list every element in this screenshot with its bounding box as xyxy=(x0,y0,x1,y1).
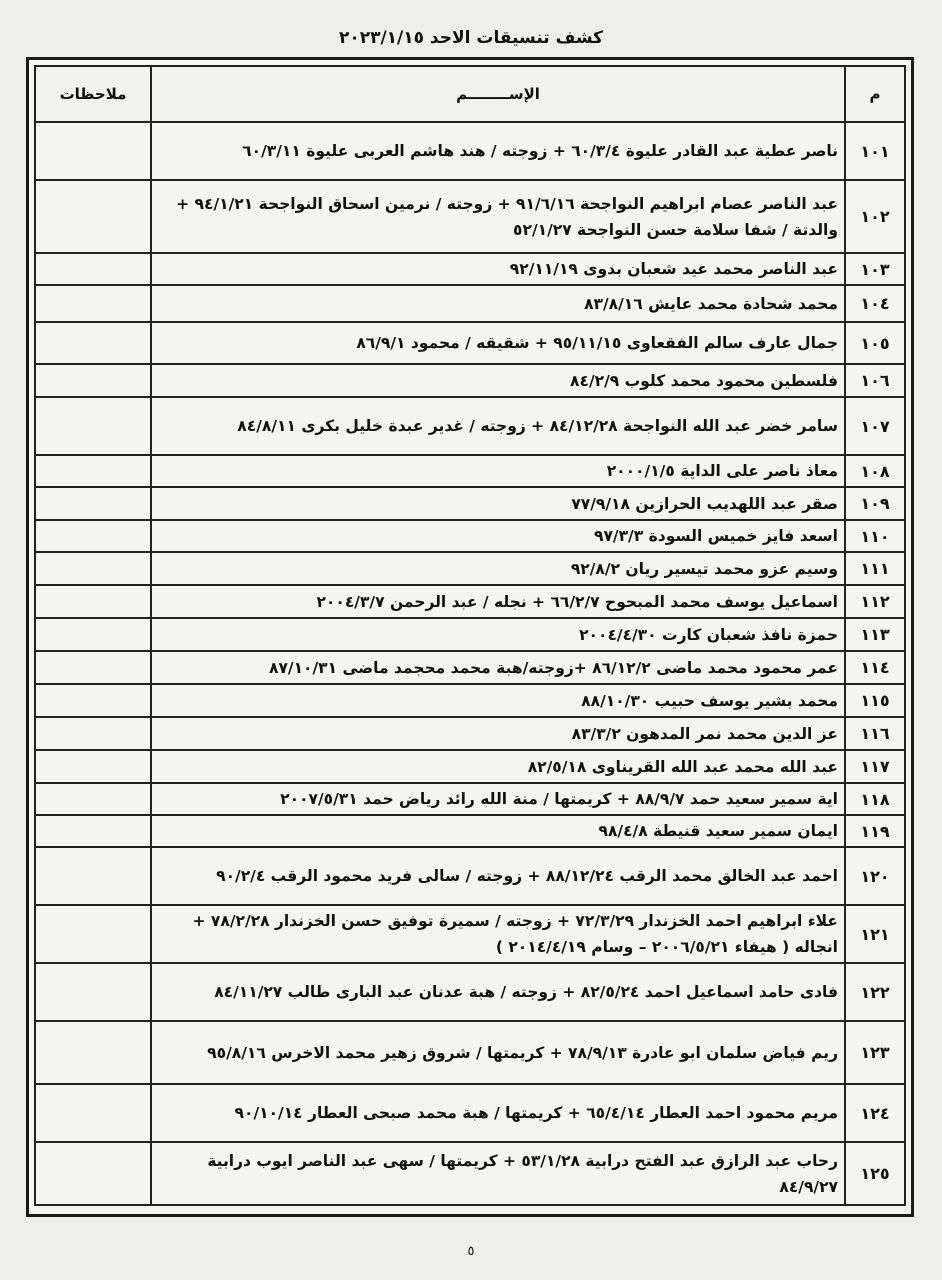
row-notes-cell xyxy=(35,180,151,253)
row-notes-cell xyxy=(35,905,151,963)
table-row xyxy=(35,585,905,618)
row-number: ١٠٣ xyxy=(845,253,905,285)
row-number: ١٠٩ xyxy=(845,487,905,520)
row-notes-cell xyxy=(35,397,151,455)
page-number: ٥ xyxy=(467,1244,475,1259)
row-notes-cell xyxy=(35,455,151,487)
table-row xyxy=(35,847,905,905)
header-number: م xyxy=(845,66,905,122)
row-notes-cell xyxy=(35,364,151,397)
row-name-entry: عبد الناصر محمد عيد شعبان بدوى ٩٢/١١/١٩ xyxy=(151,253,845,285)
row-notes-cell xyxy=(35,552,151,585)
row-name-entry: ناصر عطية عبد القادر عليوة ٦٠/٣/٤ + زوجته / هند هاشم العربى عليوة ٦٠/٣/١١ xyxy=(151,122,845,180)
row-notes-cell xyxy=(35,651,151,684)
table-row xyxy=(35,364,905,397)
row-number: ١٠٥ xyxy=(845,322,905,364)
row-name-entry: علاء ابراهيم احمد الخزندار ٧٢/٣/٢٩ + زوجته / سميرة توفيق حسن الخزندار ٧٨/٢/٢٨ + انجاله ( هيفاء ٢٠٠٦/٥/٢١ – وسام ٢٠١٤/٤/١٩ ) xyxy=(151,905,845,963)
row-number: ١٢٣ xyxy=(845,1021,905,1084)
row-notes-cell xyxy=(35,1021,151,1084)
row-name-entry: اية سمير سعيد حمد ٨٨/٩/٧ + كريمتها / منة الله رائد رياض حمد ٢٠٠٧/٥/٣١ xyxy=(151,783,845,815)
row-notes-cell xyxy=(35,963,151,1021)
table-row xyxy=(35,963,905,1021)
table-row xyxy=(35,397,905,455)
row-notes-cell xyxy=(35,487,151,520)
table-row xyxy=(35,717,905,750)
row-notes-cell xyxy=(35,1084,151,1142)
row-number: ١٠٦ xyxy=(845,364,905,397)
row-number: ١١٠ xyxy=(845,520,905,552)
row-number: ١٢١ xyxy=(845,905,905,963)
row-number: ١٠٢ xyxy=(845,180,905,253)
row-number: ١١٢ xyxy=(845,585,905,618)
row-name-entry: جمال عارف سالم الفقعاوى ٩٥/١١/١٥ + شقيقه / محمود ٨٦/٩/١ xyxy=(151,322,845,364)
row-name-entry: محمد شحادة محمد عايش ٨٣/٨/١٦ xyxy=(151,285,845,322)
row-number: ١١٨ xyxy=(845,783,905,815)
row-notes-cell xyxy=(35,285,151,322)
table-row xyxy=(35,815,905,847)
row-name-entry: سامر خضر عبد الله النواجحة ٨٤/١٢/٢٨ + زوجته / غدير عبدة خليل بكرى ٨٤/٨/١١ xyxy=(151,397,845,455)
row-number: ١٠٤ xyxy=(845,285,905,322)
header-notes: ملاحظات xyxy=(35,66,151,122)
table-row xyxy=(35,750,905,783)
row-number: ١١٩ xyxy=(845,815,905,847)
row-name-entry: عبد الله محمد عبد الله القريناوى ٨٢/٥/١٨ xyxy=(151,750,845,783)
row-name-entry: رحاب عبد الرازق عبد الفتح درابية ٥٣/١/٢٨ + كريمتها / سهى عبد الناصر ايوب درابية ٨٤/٩/٢٧ xyxy=(151,1142,845,1205)
table-row xyxy=(35,905,905,963)
row-number: ١١٥ xyxy=(845,684,905,717)
row-number: ١٠٧ xyxy=(845,397,905,455)
row-notes-cell xyxy=(35,783,151,815)
row-notes-cell xyxy=(35,684,151,717)
row-name-entry: ايمان سمير سعيد قنيطة ٩٨/٤/٨ xyxy=(151,815,845,847)
table-row xyxy=(35,520,905,552)
table-row xyxy=(35,487,905,520)
table-row xyxy=(35,253,905,285)
row-number: ١٠٨ xyxy=(845,455,905,487)
table-frame xyxy=(26,57,914,1217)
row-notes-cell xyxy=(35,322,151,364)
row-name-entry: فلسطين محمود محمد كلوب ٨٤/٢/٩ xyxy=(151,364,845,397)
table-row xyxy=(35,783,905,815)
row-number: ١١٣ xyxy=(845,618,905,651)
row-number: ١١٦ xyxy=(845,717,905,750)
table-row xyxy=(35,552,905,585)
row-notes-cell xyxy=(35,750,151,783)
row-name-entry: فادى حامد اسماعيل احمد ٨٢/٥/٢٤ + زوجته / هبة عدنان عبد البارى طالب ٨٤/١١/٢٧ xyxy=(151,963,845,1021)
row-name-entry: حمزة نافذ شعبان كارت ٢٠٠٤/٤/٣٠ xyxy=(151,618,845,651)
row-notes-cell xyxy=(35,815,151,847)
row-notes-cell xyxy=(35,253,151,285)
row-notes-cell xyxy=(35,520,151,552)
row-name-entry: اسماعيل يوسف محمد المبحوح ٦٦/٢/٧ + نجله / عبد الرحمن ٢٠٠٤/٣/٧ xyxy=(151,585,845,618)
table-row xyxy=(35,1021,905,1084)
table-row xyxy=(35,618,905,651)
row-number: ١٠١ xyxy=(845,122,905,180)
row-number: ١١١ xyxy=(845,552,905,585)
row-notes-cell xyxy=(35,122,151,180)
row-name-entry: عمر محمود محمد ماضى ٨٦/١٢/٢ +زوجته/هبة محمد محجمد ماضى ٨٧/١٠/٣١ xyxy=(151,651,845,684)
document-title: كشف تنسيقات الاحد ٢٠٢٣/١/١٥ xyxy=(338,28,604,48)
table-row xyxy=(35,455,905,487)
row-number: ١٢٠ xyxy=(845,847,905,905)
row-name-entry: مريم محمود احمد العطار ٦٥/٤/١٤ + كريمتها / هبة محمد صبحى العطار ٩٠/١٠/١٤ xyxy=(151,1084,845,1142)
row-name-entry: اسعد فايز خميس السودة ٩٧/٣/٣ xyxy=(151,520,845,552)
row-notes-cell xyxy=(35,585,151,618)
row-name-entry: صقر عبد اللهديب الحرازين ٧٧/٩/١٨ xyxy=(151,487,845,520)
table-row xyxy=(35,1084,905,1142)
row-notes-cell xyxy=(35,618,151,651)
row-name-entry: وسيم عزو محمد تيسير ريان ٩٢/٨/٢ xyxy=(151,552,845,585)
row-name-entry: احمد عبد الخالق محمد الرقب ٨٨/١٢/٢٤ + زوجته / سالى فريد محمود الرقب ٩٠/٢/٤ xyxy=(151,847,845,905)
table-row xyxy=(35,285,905,322)
row-number: ١٢٢ xyxy=(845,963,905,1021)
row-name-entry: محمد بشير يوسف حبيب ٨٨/١٠/٣٠ xyxy=(151,684,845,717)
row-name-entry: ريم فياض سلمان ابو عادرة ٧٨/٩/١٣ + كريمتها / شروق زهير محمد الاخرس ٩٥/٨/١٦ xyxy=(151,1021,845,1084)
table-header-row xyxy=(35,66,905,122)
row-number: ١١٤ xyxy=(845,651,905,684)
row-name-entry: عز الدين محمد نمر المدهون ٨٣/٣/٢ xyxy=(151,717,845,750)
table-body xyxy=(35,122,905,1205)
row-notes-cell xyxy=(35,717,151,750)
row-notes-cell xyxy=(35,1142,151,1205)
header-name: الإســــــــم xyxy=(151,66,845,122)
row-notes-cell xyxy=(35,847,151,905)
table-row xyxy=(35,180,905,253)
row-number: ١٢٥ xyxy=(845,1142,905,1205)
row-name-entry: معاذ ناصر على الداية ٢٠٠٠/١/٥ xyxy=(151,455,845,487)
coordination-table xyxy=(34,65,906,1206)
table-row xyxy=(35,684,905,717)
row-number: ١١٧ xyxy=(845,750,905,783)
table-row xyxy=(35,122,905,180)
table-row xyxy=(35,1142,905,1205)
row-name-entry: عبد الناصر عصام ابراهيم النواجحة ٩١/٦/١٦ + زوجته / نرمين اسحاق النواجحة ٩٤/١/٢١ + والدتة / شفا سلامة حسن النواجحة ٥٢/١/٢٧ xyxy=(151,180,845,253)
table-row xyxy=(35,322,905,364)
row-number: ١٢٤ xyxy=(845,1084,905,1142)
table-row xyxy=(35,651,905,684)
